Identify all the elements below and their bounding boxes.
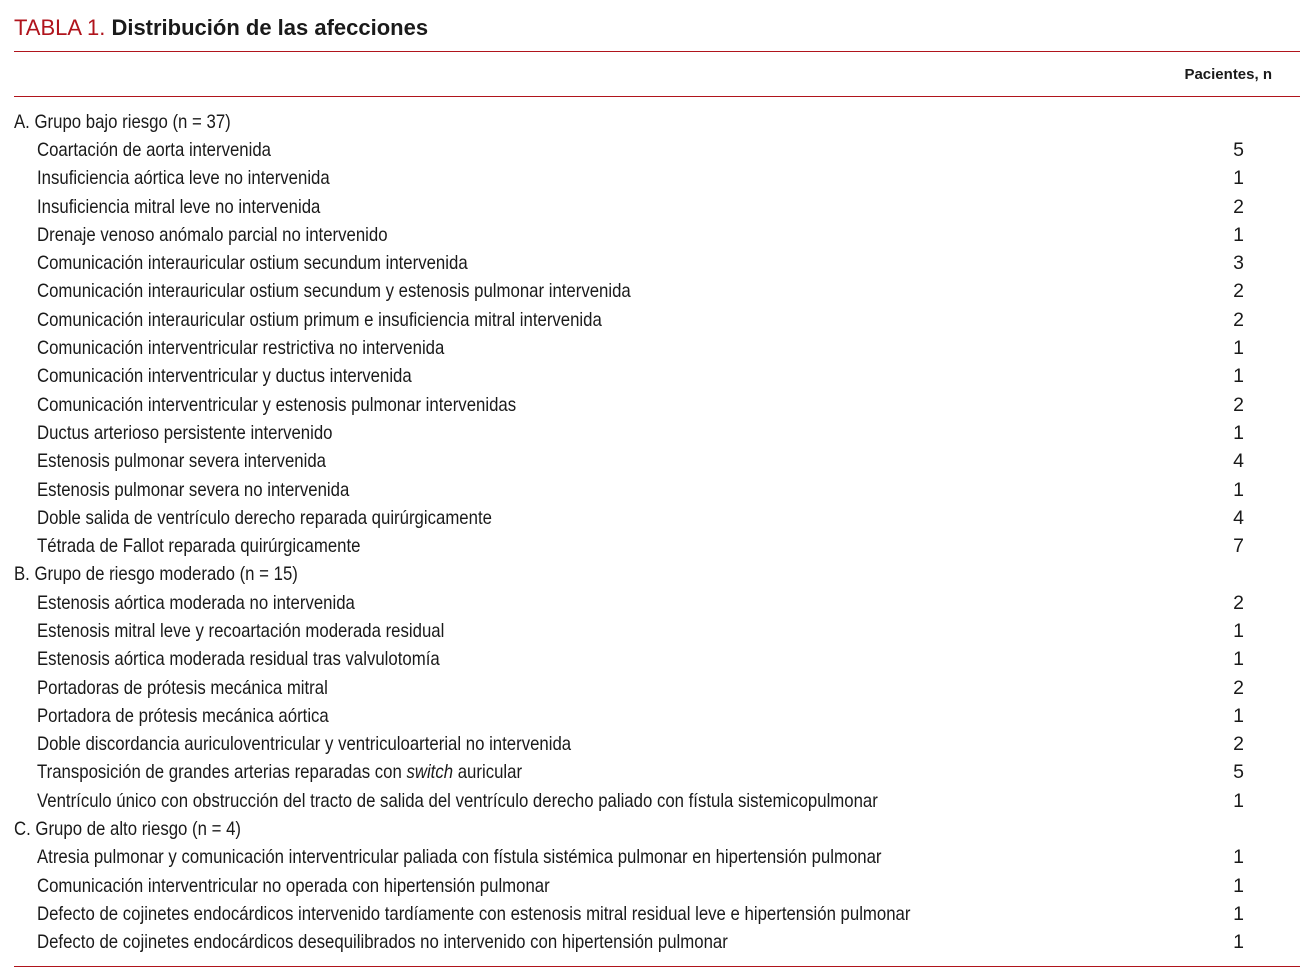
table-title (14, 14, 428, 42)
condition-label: Doble discordancia auriculoventricular y ventriculoarterial no intervenida (37, 733, 572, 756)
table-row (14, 872, 1254, 900)
table-row (14, 221, 1254, 249)
table-row (14, 306, 1254, 334)
table-row (14, 787, 1254, 815)
patient-count: 2 (1233, 676, 1244, 699)
patient-count: 1 (1233, 846, 1244, 869)
group-row-a (14, 108, 1254, 136)
condition-label: Tétrada de Fallot reparada quirúrgicamente (37, 535, 361, 558)
condition-label: Doble salida de ventrículo derecho reparada quirúrgicamente (37, 506, 492, 529)
condition-label: Estenosis aórtica moderada no intervenida (37, 591, 355, 614)
table-row (14, 929, 1254, 957)
condition-label: Coartación de aorta intervenida (37, 138, 272, 161)
table-row (14, 334, 1254, 362)
condition-label: Estenosis aórtica moderada residual tras valvulotomía (37, 648, 440, 671)
italic-term: switch (406, 761, 454, 784)
table-row (14, 532, 1254, 560)
patient-count: 2 (1233, 393, 1244, 416)
condition-label: Estenosis pulmonar severa no intervenida (37, 478, 350, 501)
patient-count: 5 (1233, 761, 1244, 784)
patient-count: 1 (1233, 902, 1244, 925)
condition-label: Ductus arterioso persistente intervenido (37, 421, 333, 444)
table-row (14, 249, 1254, 277)
table-body (14, 108, 1254, 957)
table-row (14, 363, 1254, 391)
condition-label: Defecto de cojinetes endocárdicos desequilibrados no intervenido con hipertensión pulmonar (37, 931, 728, 954)
patient-count: 1 (1233, 931, 1244, 954)
table-row (14, 193, 1254, 221)
table-row (14, 759, 1254, 787)
condition-label: Defecto de cojinetes endocárdicos intervenido tardíamente con estenosis mitral residual leve e hipertensión pulmonar (37, 902, 911, 925)
condition-label: Comunicación interventricular y estenosis pulmonar intervenidas (37, 393, 517, 416)
patient-count: 1 (1233, 704, 1244, 727)
table-row (14, 136, 1254, 164)
patient-count: 7 (1233, 535, 1244, 558)
header-rule (14, 96, 1300, 97)
patient-count: 1 (1233, 619, 1244, 642)
condition-label: Transposición de grandes arterias reparadas con switch auricular (37, 761, 523, 784)
patient-count: 1 (1233, 167, 1244, 190)
condition-label: Atresia pulmonar y comunicación interventricular paliada con fístula sistémica pulmonar en hipertensión pulmonar (37, 846, 882, 869)
patient-count: 1 (1233, 478, 1244, 501)
condition-label: Comunicación interventricular no operada con hipertensión pulmonar (37, 874, 550, 897)
group-row-c (14, 815, 1254, 843)
table-row (14, 844, 1254, 872)
condition-label: Comunicación interventricular restrictiva no intervenida (37, 337, 445, 360)
condition-label: Estenosis mitral leve y recoartación moderada residual (37, 619, 445, 642)
patient-count: 2 (1233, 308, 1244, 331)
condition-label: Drenaje venoso anómalo parcial no intervenido (37, 223, 388, 246)
table-row (14, 165, 1254, 193)
patient-count: 4 (1233, 450, 1244, 473)
patient-count: 1 (1233, 365, 1244, 388)
group-label: A. Grupo bajo riesgo (n = 37) (14, 110, 231, 133)
condition-label: Estenosis pulmonar severa intervenida (37, 450, 326, 473)
bottom-rule (14, 966, 1300, 967)
condition-label: Comunicación interauricular ostium secundum intervenida (37, 252, 468, 275)
table-row (14, 391, 1254, 419)
patient-count: 1 (1233, 648, 1244, 671)
condition-label: Insuficiencia mitral leve no intervenida (37, 195, 321, 218)
table-row (14, 646, 1254, 674)
top-rule (14, 51, 1300, 52)
patient-count: 3 (1233, 252, 1244, 275)
condition-label: Comunicación interventricular y ductus intervenida (37, 365, 412, 388)
group-label: C. Grupo de alto riesgo (n = 4) (14, 818, 241, 841)
table-row (14, 702, 1254, 730)
table-row (14, 617, 1254, 645)
patient-count: 1 (1233, 337, 1244, 360)
table-row (14, 448, 1254, 476)
patient-count: 4 (1233, 506, 1244, 529)
table-row (14, 731, 1254, 759)
patient-count: 1 (1233, 223, 1244, 246)
patient-count: 2 (1233, 195, 1244, 218)
table-row (14, 589, 1254, 617)
column-header-patients: Pacientes, n (1184, 66, 1272, 83)
patient-count: 5 (1233, 138, 1244, 161)
table-row (14, 674, 1254, 702)
patient-count: 1 (1233, 874, 1244, 897)
patient-count: 1 (1233, 421, 1244, 444)
patient-count: 1 (1233, 789, 1244, 812)
table-row (14, 419, 1254, 447)
table-row (14, 900, 1254, 928)
table-row (14, 278, 1254, 306)
condition-label: Ventrículo único con obstrucción del tracto de salida del ventrículo derecho paliado con fístula sistemicopulmonar (37, 789, 878, 812)
table-number: TABLA 1. (14, 15, 106, 40)
patient-count: 2 (1233, 280, 1244, 303)
patient-count: 2 (1233, 733, 1244, 756)
condition-label: Comunicación interauricular ostium secundum y estenosis pulmonar intervenida (37, 280, 631, 303)
condition-label: Portadora de prótesis mecánica aórtica (37, 704, 329, 727)
table-caption: Distribución de las afecciones (111, 15, 429, 40)
condition-label: Comunicación interauricular ostium primum e insuficiencia mitral intervenida (37, 308, 602, 331)
table-row (14, 504, 1254, 532)
condition-label: Insuficiencia aórtica leve no intervenida (37, 167, 330, 190)
group-row-b (14, 561, 1254, 589)
table-row (14, 476, 1254, 504)
patient-count: 2 (1233, 591, 1244, 614)
condition-label: Portadoras de prótesis mecánica mitral (37, 676, 328, 699)
group-label: B. Grupo de riesgo moderado (n = 15) (14, 563, 298, 586)
